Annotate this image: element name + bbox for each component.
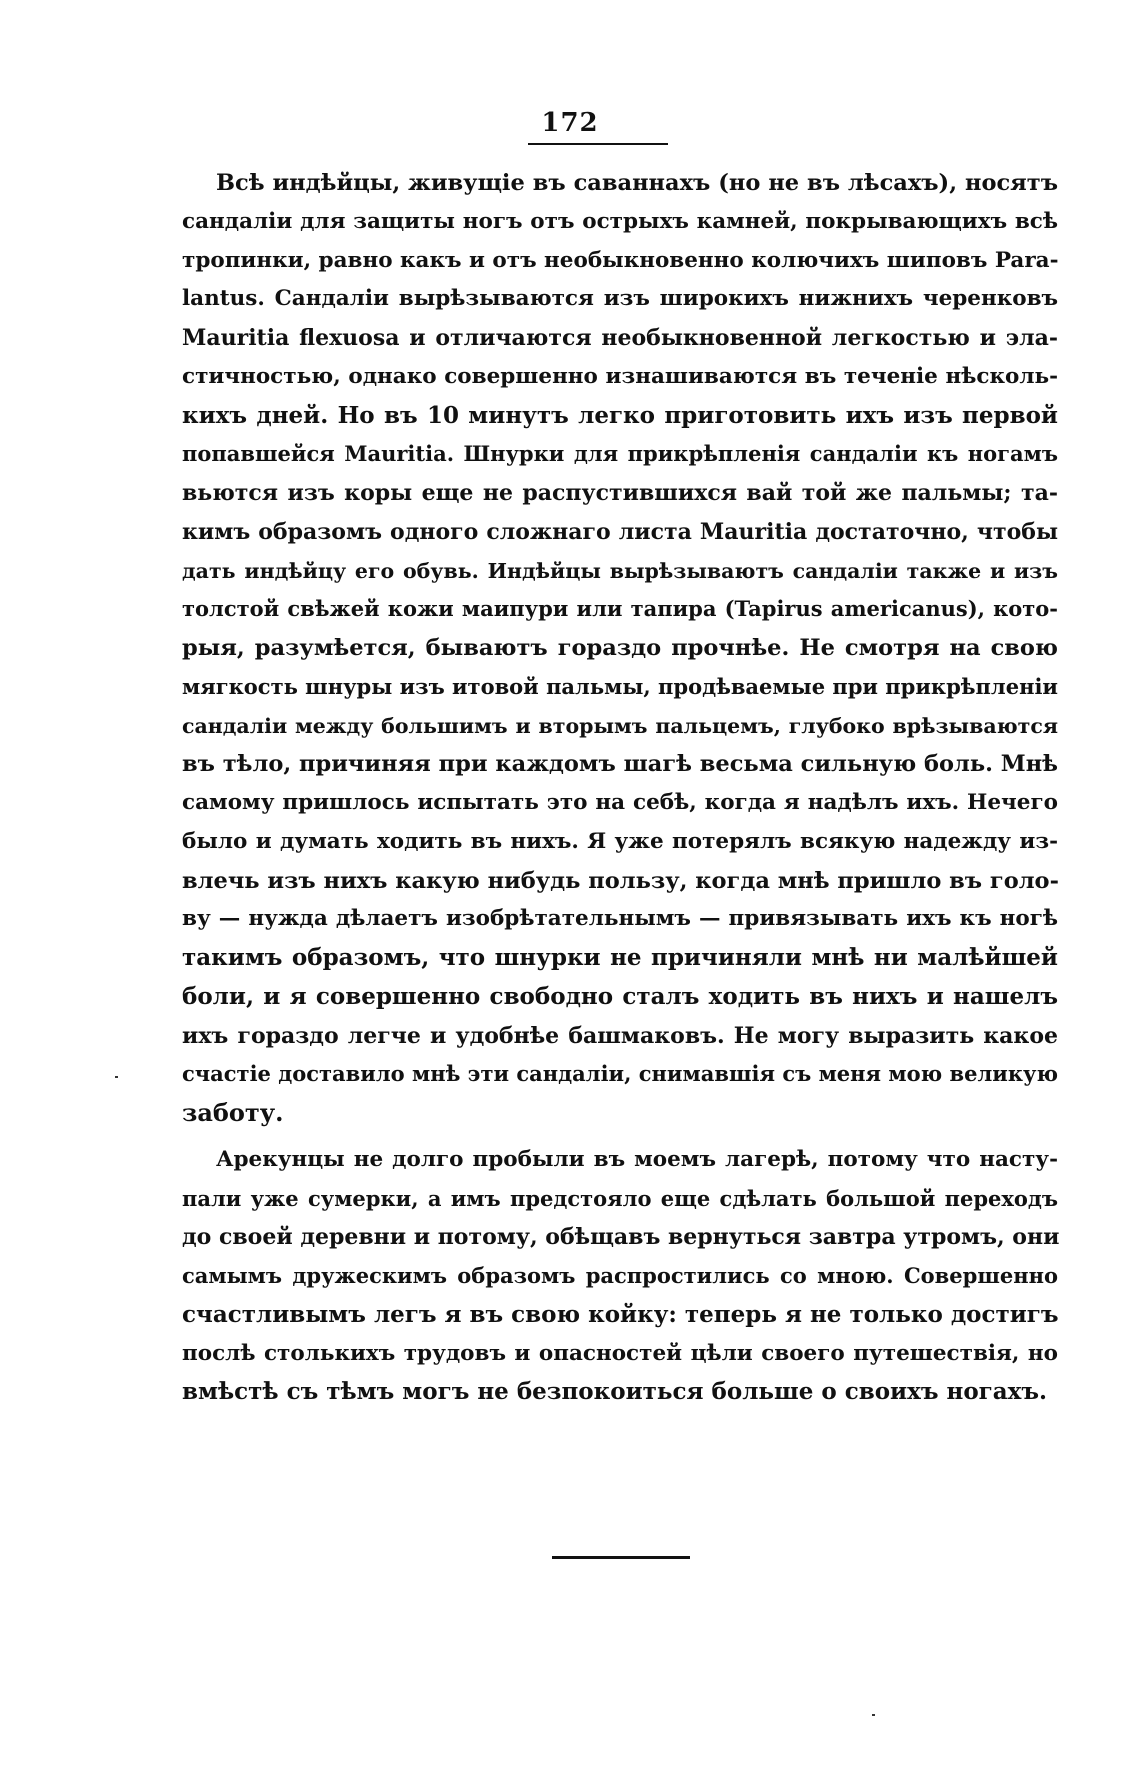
text-line: счастливымъ легъ я въ свою койку: теперь я не только достигъ [182, 1300, 1059, 1328]
body-text [182, 164, 1058, 1412]
text-line: было и думать ходить въ нихъ. Я уже потерялъ всякую надежду из- [182, 828, 1058, 854]
text-line: дать индѣйцу его обувь. Индѣйцы вырѣзываютъ сандаліи также и изъ [182, 558, 1058, 583]
paragraph-1 [182, 164, 1058, 1133]
text-line: стичностью, однако совершенно изнашиваются въ теченіе нѣсколь- [182, 363, 1058, 389]
text-line: Арекунцы не долго пробыли въ моемъ лагерѣ, потому что насту- [216, 1146, 1058, 1172]
text-line: влечь изъ нихъ какую нибудь пользу, когда мнѣ пришло въ голо- [182, 867, 1059, 894]
footer-rule [552, 1556, 690, 1559]
text-line: самымъ дружескимъ образомъ распростились со мною. Совершенно [182, 1263, 1058, 1288]
text-line: толстой свѣжей кожи маипури или тапира (Tapirus americanus), кото- [182, 596, 1058, 622]
print-speck [872, 1714, 875, 1716]
text-line: рыя, разумѣется, бываютъ гораздо прочнѣе. Не смотря на свою [182, 635, 1058, 661]
text-line: вьются изъ коры еще не распустившихся вай той же пальмы; та- [182, 480, 1058, 506]
text-line: Всѣ индѣйцы, живущіе въ саваннахъ (но не въ лѣсахъ), носятъ [216, 170, 1058, 196]
text-line: сандаліи между большимъ и вторымъ пальцемъ, глубоко врѣзываются [182, 713, 1058, 738]
text-line: кихъ дней. Но въ 10 минутъ легко приготовить ихъ изъ первой [182, 401, 1058, 429]
text-line: попавшейся Mauritia. Шнурки для прикрѣпленія сандаліи къ ногамъ [182, 441, 1058, 467]
text-line: ву — нужда дѣлаетъ изобрѣтательнымъ — привязывать ихъ къ ногѣ [182, 906, 1058, 932]
header-rule [528, 143, 668, 145]
text-line: заботу. [182, 1098, 284, 1127]
text-line: пали уже сумерки, а имъ предстояло еще сдѣлать большой переходъ [182, 1185, 1058, 1211]
paragraph-gap [182, 1133, 1058, 1141]
text-line: мягкость шнуры изъ итовой пальмы, продѣваемые при прикрѣпленіи [182, 673, 1059, 699]
text-line: Mauritia flexuosa и отличаются необыкновенной легкостью и эла- [182, 325, 1058, 351]
paragraph-2 [182, 1141, 1058, 1412]
text-line: счастіе доставило мнѣ эти сандаліи, снимавшія съ меня мою великую [182, 1061, 1058, 1087]
text-line: ихъ гораздо легче и удобнѣе башмаковъ. Не могу выразить какое [182, 1022, 1058, 1049]
text-line: боли, и я совершенно свободно сталъ ходить въ нихъ и нашелъ [182, 982, 1058, 1010]
text-line: тропинки, равно какъ и отъ необыкновенно колючихъ шиповъ Para- [182, 247, 1059, 273]
print-speck [115, 1076, 118, 1078]
text-line: сандаліи для защиты ногъ отъ острыхъ камней, покрывающихъ всѣ [182, 208, 1058, 234]
text-line: послѣ столькихъ трудовъ и опасностей цѣли своего путешествія, но [182, 1340, 1058, 1366]
page-number: 172 [541, 108, 599, 138]
text-line: самому пришлось испытать это на себѣ, когда я надѣлъ ихъ. Нечего [182, 790, 1058, 815]
text-line: въ тѣло, причиняя при каждомъ шагѣ весьма сильную боль. Мнѣ [182, 751, 1058, 778]
text-line: до своей деревни и потому, обѣщавъ вернуться завтра утромъ, они [182, 1224, 1060, 1251]
text-line: кимъ образомъ одного сложнаго листа Mauritia достаточно, чтобы [182, 518, 1058, 545]
text-line: такимъ образомъ, что шнурки не причиняли мнѣ ни малѣйшей [182, 944, 1058, 971]
text-line: вмѣстѣ съ тѣмъ могъ не безпокоиться больше о своихъ ногахъ. [182, 1378, 1048, 1406]
text-line: lantus. Сандаліи вырѣзываются изъ широкихъ нижнихъ черенковъ [182, 286, 1058, 312]
